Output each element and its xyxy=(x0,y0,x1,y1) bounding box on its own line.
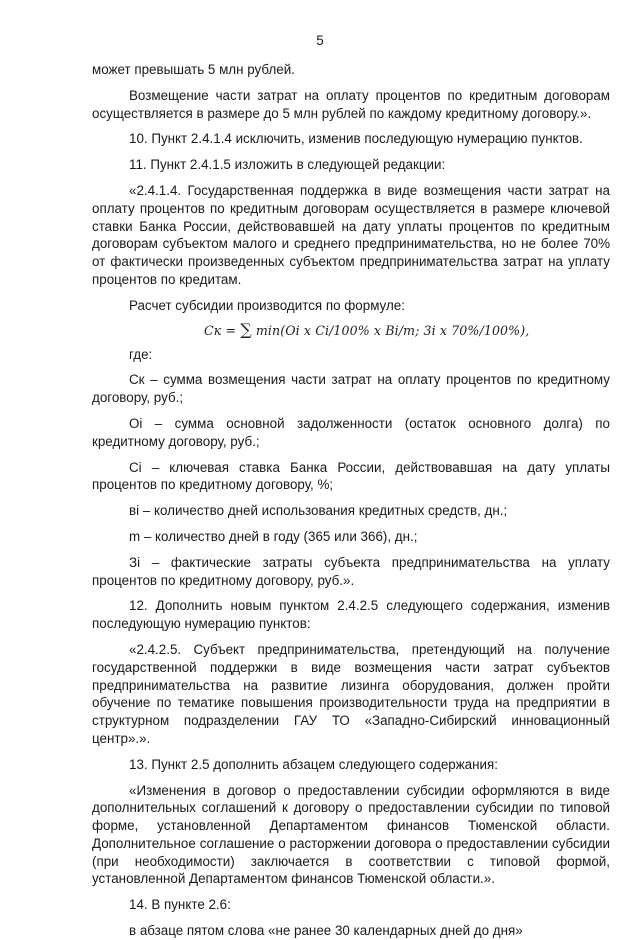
definition-oi: Оi – сумма основной задолженности (остаток основного долга) по кредитному договору, руб.; xyxy=(92,415,610,449)
paragraph-quote-2-4-1-4: «2.4.1.4. Государственная поддержка в виде возмещения части затрат на оплату процентов по кредитным договорам осуществляется в размере ключевой ставки Банка России, действовавшей на дату уплаты процентов по кредитным договорам субъектом малого и среднего предпринимательства, но не более 70% от фактически произведенных субъектом предпринимательства затрат на уплату процентов по кредитам. xyxy=(92,182,610,287)
paragraph-item-13: 13. Пункт 2.5 дополнить абзацем следующего содержания: xyxy=(129,756,498,772)
definition-m: m – количество дней в году (365 или 366), дн.; xyxy=(129,528,418,544)
paragraph-item-14: 14. В пункте 2.6: xyxy=(129,897,231,913)
paragraph-item-11: 11. Пункт 2.4.1.5 изложить в следующей редакции: xyxy=(129,157,446,173)
paragraph-where: где: xyxy=(129,346,153,362)
definition-ck: Ск – сумма возмещения части затрат на оплату процентов по кредитному договору, руб.; xyxy=(92,372,610,406)
page-number: 5 xyxy=(316,33,324,48)
paragraph-item-12: 12. Дополнить новым пунктом 2.4.2.5 следующего содержания, изменив последующую нумерацию пунктов: xyxy=(92,598,610,632)
paragraph-quote-amendments: «Изменения в договор о предоставлении субсидии оформляются в виде дополнительных соглашений к договору о предоставлении субсидии по типовой форме, установленной Департаментом финансов Тюменской области. Дополнительное соглашение о расторжении договора о предоставлении субсидии (при необходимости) заключается в соответствии с типовой формой, установленной Департаментом финансов Тюменской области.». xyxy=(92,782,610,887)
paragraph: Возмещение части затрат на оплату процентов по кредитным договорам осуществляется в размере до 5 млн рублей по каждому кредитному договору.». xyxy=(92,87,610,121)
formula-lhs: Cк = xyxy=(204,322,241,338)
paragraph-formula-intro: Расчет субсидии производится по формуле: xyxy=(129,297,405,313)
definition-ci: Сi – ключевая ставка Банка России, действовавшая на дату уплаты процентов по кредитному договору, %; xyxy=(92,459,610,493)
paragraph-quote-2-4-2-5: «2.4.2.5. Субъект предпринимательства, претендующий на получение государственной поддержки в виде возмещения части затрат субъектов предпринимательства на развитие лизинга оборудования, должен пройти обучение по тематике повышения производительности труда на предприятии в структурном подразделении ГАУ ТО «Западно-Сибирский инновационный центр».». xyxy=(92,641,610,746)
sum-symbol: ∑ xyxy=(240,319,252,339)
definition-vi: вi – количество дней использования кредитных средств, дн.; xyxy=(129,503,508,519)
subsidy-formula xyxy=(92,321,610,340)
paragraph-item-10: 10. Пункт 2.4.1.4 исключить, изменив последующую нумерацию пунктов. xyxy=(129,131,583,147)
definition-zi: Зi – фактические затраты субъекта предпринимательства на уплату процентов по кредитному договору, руб.». xyxy=(92,554,610,588)
formula-rhs: min(Oi x Ci/100% x Bi/m; 3i x 70%/100%), xyxy=(251,322,530,338)
paragraph-continuation: может превышать 5 млн рублей. xyxy=(92,62,295,77)
document-body xyxy=(92,61,610,940)
paragraph-item-14-text: в абзаце пятом слова «не ранее 30 календарных дней до дня» xyxy=(129,923,523,939)
